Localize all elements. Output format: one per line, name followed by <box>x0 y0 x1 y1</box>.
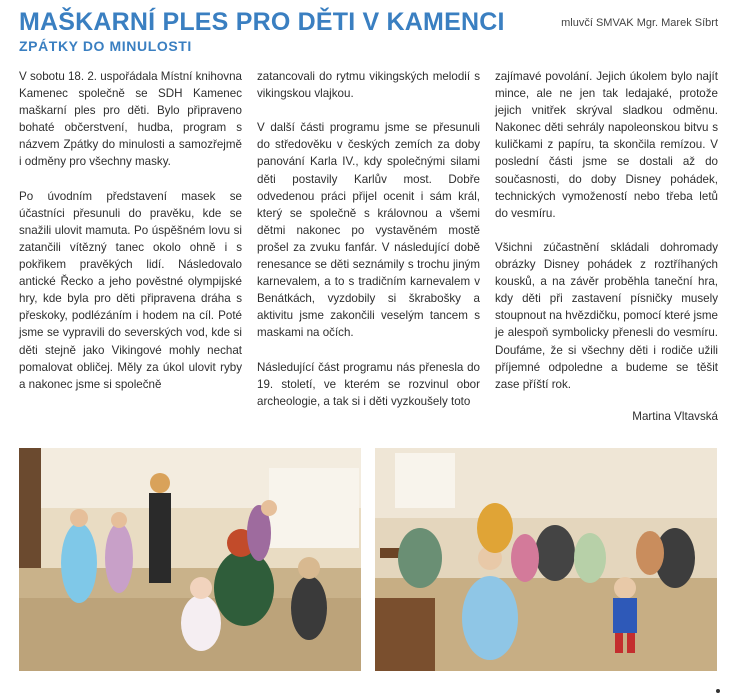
text-column-3 <box>495 68 718 442</box>
paragraph: Všichni zúčastnění skládali dohromady obrázky Disney pohádek z roztříhaných kousků, a na závěr proběhla taneční hra, kdy děti při zastavení písničky musely stoupnout na hvězdičku, pomocí které jsme je alespoň symbolicky přenesli do vesmíru. Doufáme, že si všechny děti i rodiče užili příjemné odpoledne a budeme se těšit zase příští rok. <box>495 240 718 391</box>
page-marker <box>716 689 720 693</box>
paragraph: V další části programu jsme se přesunuli do středověku v českých zemích za doby panování Karla IV., kdy společnými silami děti postavily Karlův most. Dobře odvedenou práci přijel ocenit i sám král, který se společně s královnou a všemi dětmi nakonec po vystavěném mostě prošel za zvuku fanfár. V následující době renesance se děti seznámily s trochu jiným karnevalem, a to s tradičním karnevalem v Benátkách, vyzdobily si škrabošky a aktivitu jsme zakončili veselým tancem s maskami na očích. <box>257 121 480 340</box>
paragraph: Následující část programu nás přenesla do 19. století, ve kterém se rozvinul obor archeologie, a tak si i děti vyzkoušely toto <box>257 360 480 408</box>
text-column-2 <box>257 68 480 427</box>
photo-children-costumes <box>375 448 717 671</box>
photo-children-costumes-image <box>375 448 717 671</box>
article-title: MAŠKARNÍ PLES PRO DĚTI V KAMENCI <box>19 8 505 36</box>
article-signature: Martina Vltavská <box>632 409 718 423</box>
paragraph: zatancovali do rytmu vikingských melodií s vikingskou vlajkou. <box>257 70 480 101</box>
paragraph: zajímavé povolání. Jejich úkolem bylo najít mince, ale ne jen tak ledajaké, protože jejich vnitřek skrýval sladkou odměnu. Nakonec děti sehrály napoleonskou bitvu s kuličkami z papíru, ta skončila remízou. V poslední části jsme se dostali až do současnosti, do doby Disney pohádek, technických vymožeností nebo třeba letů do vesmíru. <box>495 70 718 220</box>
paragraph: V sobotu 18. 2. uspořádala Místní knihovna Kamenec společně se SDH Kamenec maškarní ples pro děti. Bylo připraveno bohaté občerstvení, hudba, program s názvem Zpátky do minulosti a samozřejmě i odměny pro všechny masky. <box>19 70 242 169</box>
paragraph: Po úvodním představení masek se účastníci přesunuli do pravěku, kde se snažili ulovit mamuta. Po úspěšném lovu si zatančili vítězný tanec okolo ohně i s pokřikem pravěkých lidí. Následovalo antické Řecko a jeho pověstné olympijské hry, kde byla pro děti připravena dráha s přeskoky, podlézáním i hodem na cíl. Poté jsme se vypravili do severských vod, kde si děti stejně jako Vikingové mohly nechat pomalovat obličej. Měly za úkol ulovit ryby a nakonec jsme si společně <box>19 189 242 391</box>
photo-children-dancing-image <box>19 448 361 671</box>
byline: mluvčí SMVAK Mgr. Marek Síbrt <box>561 17 718 29</box>
photo-children-dancing <box>19 448 361 671</box>
article-subtitle: ZPÁTKY DO MINULOSTI <box>19 38 192 54</box>
text-column-1 <box>19 68 242 410</box>
